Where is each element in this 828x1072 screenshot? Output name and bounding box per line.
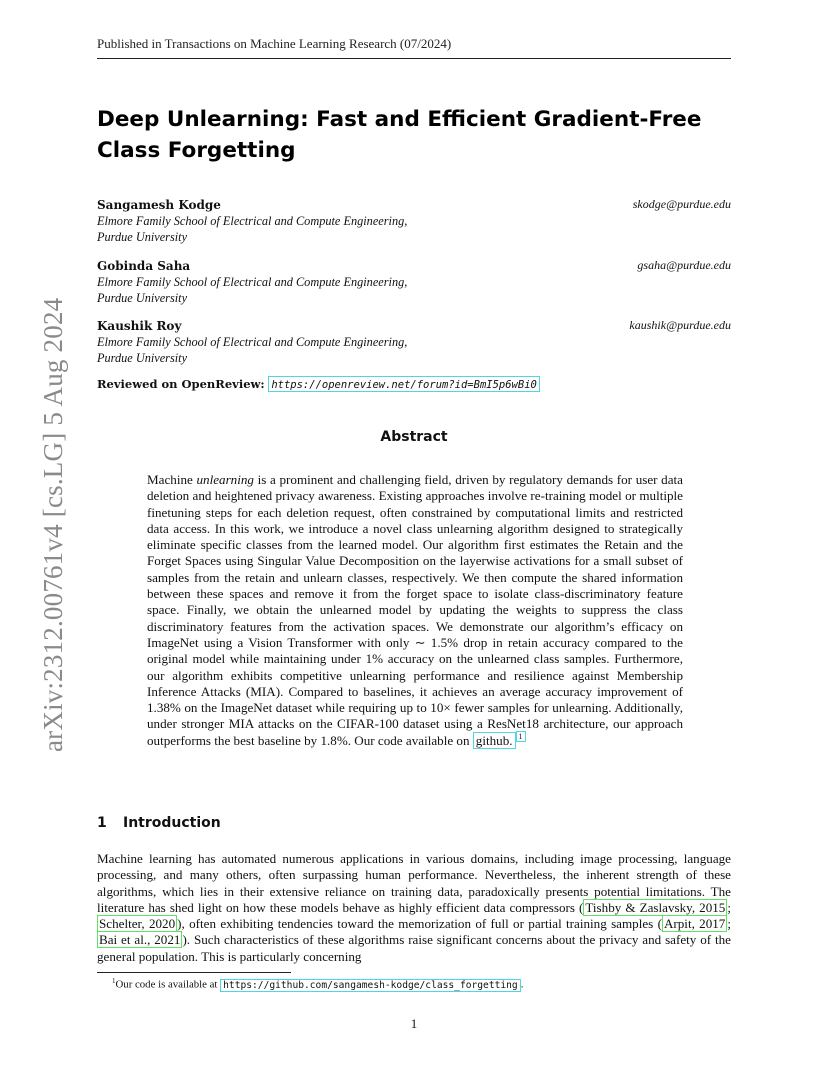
author-affiliation: Elmore Family School of Electrical and Compute Engineering, [97, 335, 408, 349]
citation-separator: ; [727, 916, 731, 932]
intro-text: Machine learning has automated numerous applications in various domains, including image processing, language processing, and many others, often surpassing human performance. Nevertheless, the inherent strength of these algorithms, which lies in their extensive reliance on training data, paradoxically presents potential limitations. The literature has shed light on how these models behave as highly efficient data compressors ( [97, 851, 731, 915]
footnote-ref[interactable]: 1 [516, 731, 526, 742]
author-affiliation-university: Purdue University [97, 350, 188, 365]
footnote-mark: 1 [112, 977, 116, 985]
author-name: Sangamesh Kodge [97, 198, 221, 212]
github-link[interactable]: github. [473, 732, 516, 749]
running-header: Published in Transactions on Machine Learning Research (07/2024) [97, 36, 731, 59]
abstract-emphasis: unlearning [196, 472, 254, 487]
abstract-paragraph [147, 472, 683, 749]
openreview-link[interactable] [268, 376, 540, 392]
section-number: 1 [97, 815, 107, 831]
openreview-url[interactable]: https://openreview.net/forum?id=BmI5p6wBi0 [271, 379, 537, 391]
page-number: 1 [410, 1016, 418, 1031]
author-affiliation: Elmore Family School of Electrical and Compute Engineering, [97, 214, 408, 228]
footnote-end: . [520, 978, 524, 991]
footnote-divider [97, 972, 291, 973]
citation-link[interactable]: Schelter, 2020 [99, 916, 176, 932]
author-block [97, 318, 731, 366]
section-title: Introduction [123, 815, 221, 831]
intro-text: ), often exhibiting tendencies toward the memorization of full or partial training samples ( [177, 916, 662, 932]
citation-link[interactable]: Arpit, 2017 [663, 916, 726, 932]
citation-separator: ; [727, 899, 731, 915]
author-block [97, 197, 731, 245]
author-affiliation: Elmore Family School of Electrical and Compute Engineering, [97, 275, 408, 289]
author-email[interactable]: skodge@purdue.edu [632, 197, 731, 211]
openreview-label: Reviewed on OpenReview: [97, 377, 265, 391]
author-affiliation-university: Purdue University [97, 229, 188, 244]
citation-link[interactable]: Tishby & Zaslavsky, 2015 [585, 899, 726, 915]
footnote [112, 977, 523, 991]
section-heading-introduction [97, 815, 221, 831]
intro-paragraph [97, 851, 731, 965]
abstract-heading: Abstract [380, 429, 448, 445]
introduction-body [97, 851, 731, 965]
author-block [97, 258, 731, 306]
footnote-github-url[interactable]: https://github.com/sangamesh-kodge/class_forgetting [220, 979, 521, 992]
paper-title: Deep Unlearning: Fast and Efficient Gradient-Free Class Forgetting [97, 107, 702, 163]
arxiv-identifier-stamp: arXiv:2312.00761v4 [cs.LG] 5 Aug 2024 [38, 297, 68, 752]
abstract-body [147, 472, 683, 749]
abstract-text-lead: Machine [147, 472, 197, 487]
openreview-line [97, 377, 540, 391]
author-name: Kaushik Roy [97, 319, 182, 333]
citation-link[interactable]: Bai et al., 2021 [99, 932, 181, 948]
author-email[interactable]: kaushik@purdue.edu [629, 318, 731, 332]
abstract-text: is a prominent and challenging field, driven by regulatory demands for user data deletion and heightened privacy awareness. Existing approaches involve re-training model or multiple finetuning steps for each deletion request, often constrained by computational limits and restricted data access. In this work, we introduce a novel class unlearning algorithm designed to strategically eliminate specific classes from the learned model. Our algorithm first estimates the Retain and the Forget Spaces using Singular Value Decomposition on the layerwise activations for a small subset of samples from the retain and unlearn classes, respectively. We then compute the shared information between these spaces and remove it from the forget space to isolate class-discriminatory feature space. Finally, we obtain the unlearned model by updating the weights to suppress the class discriminatory features from the activation spaces. We demonstrate our algorithm’s efficacy on ImageNet using a Vision Transformer with only ∼ 1.5% drop in retain accuracy compared to the original model while maintaining under 1% accuracy on the unlearned class samples. Furthermore, our algorithm exhibits competitive unlearning performance and resilience against Membership Inference Attacks (MIA). Compared to baselines, it achieves an average accuracy improvement of 1.38% on the ImageNet dataset while requiring up to 10× fewer samples for unlearning. Additionally, under stronger MIA attacks on the CIFAR-100 dataset using a ResNet18 architecture, our approach outperforms the best baseline by 1.8%. Our code available on [147, 472, 683, 748]
author-email[interactable]: gsaha@purdue.edu [637, 258, 731, 272]
footnote-text: Our code is available at [115, 978, 221, 991]
intro-text: ). Such characteristics of these algorithms raise significant concerns about the privacy and safety of the general population. This is particularly concerning [97, 932, 731, 964]
author-name: Gobinda Saha [97, 259, 191, 273]
author-affiliation-university: Purdue University [97, 290, 188, 305]
